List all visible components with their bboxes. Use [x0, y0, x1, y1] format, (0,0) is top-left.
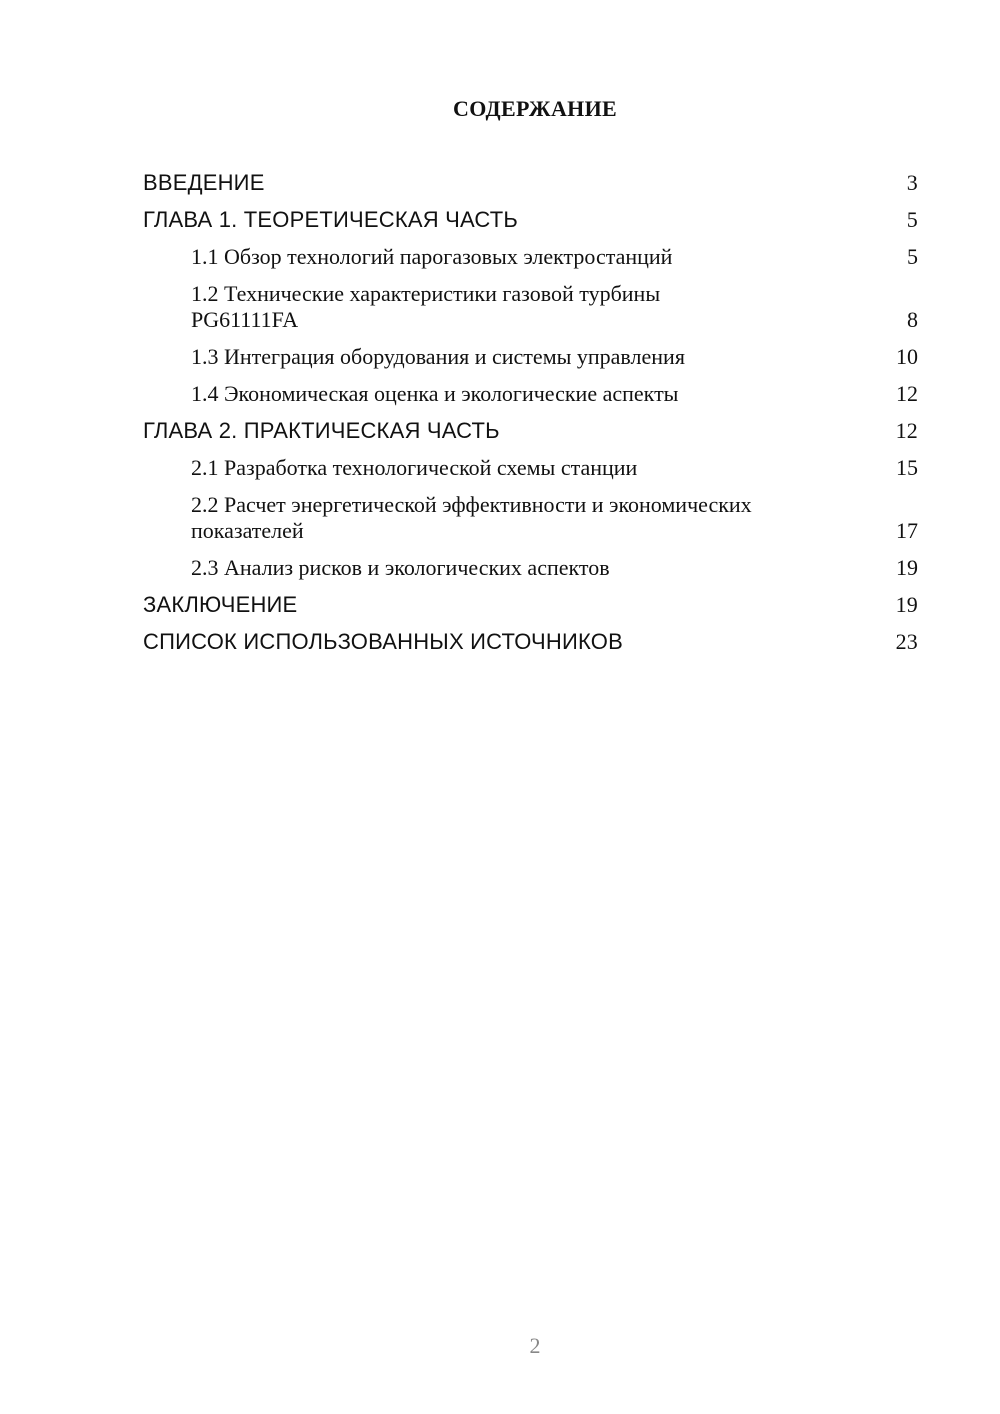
- toc-entry-references[interactable]: [143, 629, 918, 655]
- toc-entry-page: 8: [907, 307, 918, 332]
- toc-entry-page: 17: [896, 518, 918, 543]
- toc-entry-label: ГЛАВА 1. ТЕОРЕТИЧЕСКАЯ ЧАСТЬ: [143, 207, 519, 232]
- toc-entry-page: 12: [896, 381, 918, 406]
- toc-entry-chapter-2[interactable]: [143, 418, 918, 444]
- toc-entry-section-2-3[interactable]: [143, 555, 918, 581]
- toc-entry-label: ВВЕДЕНИЕ: [143, 170, 265, 195]
- toc-entry-label: 2.1 Разработка технологической схемы станции: [191, 455, 638, 480]
- toc-entry-label: ГЛАВА 2. ПРАКТИЧЕСКАЯ ЧАСТЬ: [143, 418, 500, 443]
- toc-entry-section-1-2[interactable]: [143, 281, 918, 333]
- toc-entry-label: 1.2 Технические характеристики газовой турбины PG61111FA: [191, 281, 661, 332]
- toc-entry-label: 1.4 Экономическая оценка и экологические аспекты: [191, 381, 679, 406]
- toc-entry-page: 5: [907, 244, 918, 269]
- toc-entry-page: 5: [906, 207, 918, 232]
- toc-entry-page: 15: [896, 455, 918, 480]
- toc-entry-introduction[interactable]: [143, 170, 918, 196]
- toc-entry-page: 19: [896, 555, 918, 580]
- toc-entry-chapter-1[interactable]: [143, 207, 918, 233]
- toc-entry-page: 19: [895, 592, 918, 617]
- toc-entry-label: ЗАКЛЮЧЕНИЕ: [143, 592, 298, 617]
- toc-entry-section-1-3[interactable]: [143, 344, 918, 370]
- toc-entry-section-2-2[interactable]: [143, 492, 918, 544]
- toc-entry-label: СПИСОК ИСПОЛЬЗОВАННЫХ ИСТОЧНИКОВ: [143, 629, 623, 654]
- page-title: СОДЕРЖАНИЕ: [453, 96, 617, 121]
- toc-entry-section-1-1[interactable]: [143, 244, 918, 270]
- toc-entry-label: 2.2 Расчет энергетической эффективности и экономических показателей: [191, 492, 752, 543]
- table-of-contents: [143, 170, 918, 666]
- toc-entry-label: 1.1 Обзор технологий парогазовых электростанций: [191, 244, 673, 269]
- toc-entry-page: 12: [895, 418, 918, 443]
- toc-entry-label: 2.3 Анализ рисков и экологических аспектов: [191, 555, 610, 580]
- toc-entry-page: 10: [896, 344, 918, 369]
- toc-entry-section-2-1[interactable]: [143, 455, 918, 481]
- toc-entry-conclusion[interactable]: [143, 592, 918, 618]
- toc-entry-page: 23: [895, 629, 918, 654]
- toc-entry-page: 3: [906, 170, 918, 195]
- page-number: 2: [529, 1333, 541, 1358]
- toc-entry-section-1-4[interactable]: [143, 381, 918, 407]
- toc-entry-label: 1.3 Интеграция оборудования и системы управления: [191, 344, 685, 369]
